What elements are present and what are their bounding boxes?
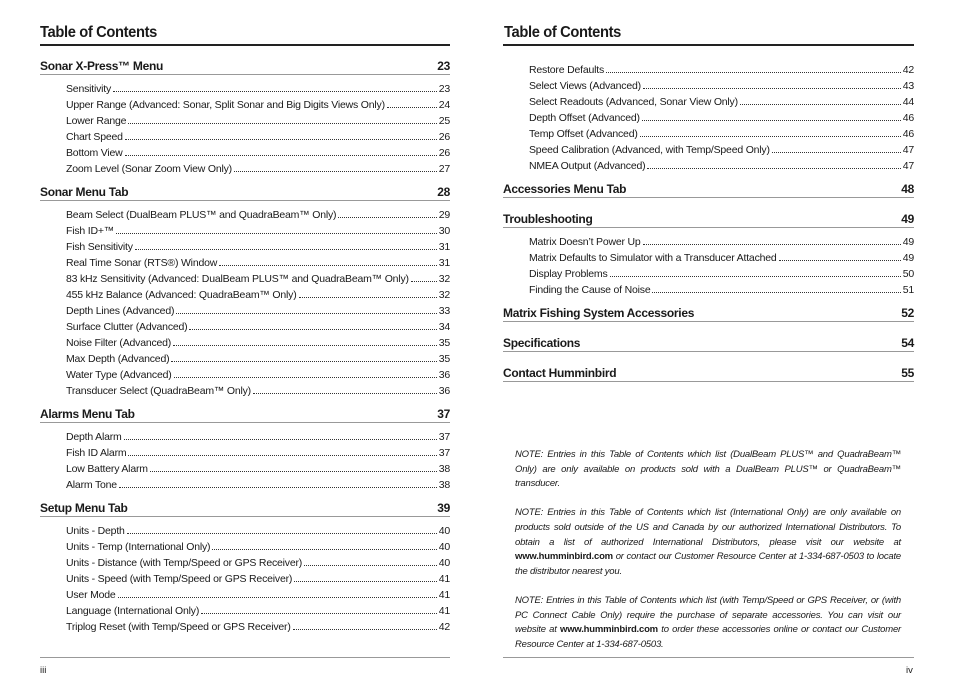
toc-entry[interactable] [503, 157, 914, 173]
entry-page: 38 [438, 479, 450, 491]
section-page: 49 [901, 212, 914, 226]
right-page [477, 0, 954, 697]
dot-leader [173, 334, 437, 346]
entry-page: 24 [438, 99, 450, 111]
section-page: 39 [437, 501, 450, 515]
toc-entry[interactable] [40, 618, 450, 634]
page-number: iv [906, 665, 913, 676]
entry-title: Temp Offset (Advanced) [529, 128, 638, 140]
entry-page: 30 [438, 225, 450, 237]
section-heading[interactable] [503, 211, 914, 228]
entry-title: Sensitivity [66, 83, 112, 95]
entry-page: 41 [438, 605, 450, 617]
dot-leader [293, 618, 437, 630]
toc-entry[interactable] [40, 382, 450, 398]
section-page: 48 [901, 182, 914, 196]
section-entries [40, 80, 450, 176]
entry-title: Fish ID+™ [66, 225, 115, 237]
entry-title: Noise Filter (Advanced) [66, 337, 172, 349]
entry-title: Matrix Doesn’t Power Up [529, 236, 641, 248]
section-heading[interactable] [503, 305, 914, 322]
entry-title: Bottom View [66, 147, 123, 159]
dot-leader [294, 570, 437, 582]
toc-section [503, 211, 914, 305]
section-title: Matrix Fishing System Accessories [503, 306, 695, 320]
entry-page: 42 [438, 621, 450, 633]
entry-title: Triplog Reset (with Temp/Speed or GPS Receiver) [66, 621, 291, 633]
section-entries [40, 206, 450, 398]
entry-title: 83 kHz Sensitivity (Advanced: DualBeam PLUS™ and QuadraBeam™ Only) [66, 273, 409, 285]
dot-leader [643, 233, 901, 245]
entry-page: 49 [902, 252, 914, 264]
toc-entry[interactable] [40, 318, 450, 334]
note-lead: NOTE: [515, 449, 544, 460]
section-entries [503, 233, 914, 297]
entry-page: 40 [438, 557, 450, 569]
note-paragraph [515, 506, 901, 579]
entry-title: Matrix Defaults to Simulator with a Transducer Attached [529, 252, 777, 264]
notes-block [515, 448, 901, 667]
dot-leader [128, 444, 436, 456]
dot-leader [234, 160, 437, 172]
title-rule [503, 44, 914, 46]
section-entries [40, 522, 450, 634]
dot-leader [113, 80, 437, 92]
section-title: Accessories Menu Tab [503, 182, 627, 196]
toc-entry[interactable] [40, 602, 450, 618]
dot-leader [150, 460, 437, 472]
section-title: Alarms Menu Tab [40, 407, 135, 421]
dot-leader [772, 141, 901, 153]
entry-title: Language (International Only) [66, 605, 200, 617]
dot-leader [119, 476, 437, 488]
entry-page: 35 [438, 353, 450, 365]
dot-leader [212, 538, 436, 550]
footer-rule [503, 657, 914, 658]
footer-rule [40, 657, 450, 658]
entry-page: 37 [438, 431, 450, 443]
title-rule [40, 44, 450, 46]
dot-leader [118, 586, 437, 598]
dot-leader [201, 602, 437, 614]
dot-leader [606, 61, 901, 73]
entry-page: 34 [438, 321, 450, 333]
entry-title: Fish Sensitivity [66, 241, 133, 253]
section-title: Sonar X-Press™ Menu [40, 59, 164, 73]
note-lead: NOTE: [515, 594, 544, 606]
entry-page: 42 [902, 64, 914, 76]
toc-entry[interactable] [40, 302, 450, 318]
toc-entry[interactable] [40, 538, 450, 554]
dot-leader [125, 128, 437, 140]
continued-entries [503, 61, 914, 173]
toc-entry[interactable] [40, 80, 450, 96]
dot-leader [411, 270, 437, 282]
dot-leader [116, 222, 437, 234]
entry-page: 25 [438, 115, 450, 127]
entry-page: 41 [438, 589, 450, 601]
toc-entry[interactable] [503, 233, 914, 249]
website-link: www.humminbird.com [515, 551, 613, 563]
note-text: Entries in this Table of Contents which list (International Only) are only available on products sold outside of the US and Canada by our authorized International Distributors. To obtain a list of authorized International Distributors, please visit our website at [515, 507, 901, 548]
section-heading[interactable] [503, 365, 914, 382]
toc-entry[interactable] [503, 125, 914, 141]
toc-entry[interactable] [40, 522, 450, 538]
entry-title: Depth Alarm [66, 431, 122, 443]
toc-section [503, 181, 914, 211]
entry-title: Restore Defaults [529, 64, 605, 76]
toc-entry[interactable] [40, 96, 450, 112]
entry-page: 26 [438, 131, 450, 143]
toc-section [40, 58, 450, 184]
entry-title: Surface Clutter (Advanced) [66, 321, 188, 333]
toc-section [503, 305, 914, 335]
entry-title: Speed Calibration (Advanced, with Temp/Speed Only) [529, 144, 770, 156]
entry-page: 36 [438, 369, 450, 381]
entry-page: 29 [438, 209, 450, 221]
page-number: iii [40, 665, 47, 676]
dot-leader [171, 350, 436, 362]
section-title: Setup Menu Tab [40, 501, 128, 515]
entry-page: 51 [902, 284, 914, 296]
toc-entry[interactable] [40, 586, 450, 602]
toc-entry[interactable] [503, 265, 914, 281]
entry-title: User Mode [66, 589, 116, 601]
section-gap [503, 173, 914, 181]
section-title: Specifications [503, 336, 581, 350]
entry-title: Select Readouts (Advanced, Sonar View Only) [529, 96, 738, 108]
dot-leader [338, 206, 436, 218]
entry-page: 23 [438, 83, 450, 95]
entry-title: Units - Speed (with Temp/Speed or GPS Receiver) [66, 573, 293, 585]
toc-entry[interactable] [40, 366, 450, 382]
section-heading[interactable] [40, 58, 450, 75]
entry-page: 47 [902, 144, 914, 156]
toc-entry[interactable] [40, 350, 450, 366]
section-page: 52 [901, 306, 914, 320]
entry-title: Display Problems [529, 268, 608, 280]
entry-page: 27 [438, 163, 450, 175]
toc-entry[interactable] [40, 254, 450, 270]
entry-title: Depth Lines (Advanced) [66, 305, 175, 317]
section-title: Sonar Menu Tab [40, 185, 129, 199]
toc-entry[interactable] [40, 160, 450, 176]
entry-title: Chart Speed [66, 131, 123, 143]
section-heading[interactable] [40, 500, 450, 517]
website-link: www.humminbird.com [560, 624, 658, 636]
entry-title: Fish ID Alarm [66, 447, 127, 459]
entry-page: 44 [902, 96, 914, 108]
dot-leader [643, 77, 901, 89]
toc-entry[interactable] [503, 249, 914, 265]
toc-section [40, 184, 450, 406]
dot-leader [219, 254, 437, 266]
dot-leader [640, 125, 901, 137]
entry-title: Max Depth (Advanced) [66, 353, 170, 365]
dot-leader [127, 522, 437, 534]
toc-section [40, 500, 450, 642]
entry-page: 31 [438, 241, 450, 253]
section-gap [503, 297, 914, 305]
note-text: Entries in this Table of Contents which list (DualBeam PLUS™ and QuadraBeam™ Only) are only available on products sold with a DualBeam PLUS™ or QuadraBeam™ transducer. [515, 449, 901, 490]
toc-entry[interactable] [40, 428, 450, 444]
toc-entry[interactable] [40, 238, 450, 254]
entry-title: NMEA Output (Advanced) [529, 160, 646, 172]
note-lead: NOTE: [515, 507, 544, 519]
toc-entry[interactable] [503, 141, 914, 157]
toc-entry[interactable] [40, 334, 450, 350]
entry-title: Lower Range [66, 115, 127, 127]
dot-leader [652, 281, 900, 293]
toc-list [503, 61, 914, 395]
section-gap [503, 387, 914, 395]
entry-page: 47 [902, 160, 914, 172]
dot-leader [176, 302, 436, 314]
section-page: 23 [437, 59, 450, 73]
toc-entry[interactable] [40, 222, 450, 238]
dot-leader [125, 144, 437, 156]
section-heading[interactable] [40, 406, 450, 423]
entry-page: 32 [438, 289, 450, 301]
section-heading[interactable] [40, 184, 450, 201]
section-gap [40, 634, 450, 642]
dot-leader [189, 318, 436, 330]
entry-page: 46 [902, 112, 914, 124]
toc-entry[interactable] [40, 444, 450, 460]
entry-title: Alarm Tone [66, 479, 117, 491]
entry-page: 36 [438, 385, 450, 397]
dot-leader [647, 157, 900, 169]
section-page: 37 [437, 407, 450, 421]
note-text: Entries in this Table of Contents which list (with Temp/Speed or GPS Receiver, or (with PC Connect Cable Only) require the purchase of separate accessories. You can visit our website at [515, 594, 901, 636]
entry-page: 43 [902, 80, 914, 92]
page-title: Table of Contents [504, 24, 621, 41]
entry-title: Finding the Cause of Noise [529, 284, 651, 296]
toc-entry[interactable] [503, 61, 914, 77]
entry-page: 40 [438, 541, 450, 553]
entry-page: 38 [438, 463, 450, 475]
note-text: to order these accessories online or contact our Customer Resource Center at 1-334-687-0503. [515, 624, 901, 650]
section-heading[interactable] [503, 335, 914, 352]
entry-page: 31 [438, 257, 450, 269]
toc-entry[interactable] [40, 476, 450, 492]
dot-leader [253, 382, 437, 394]
dot-leader [124, 428, 437, 440]
dot-leader [304, 554, 437, 566]
entry-title: Low Battery Alarm [66, 463, 148, 475]
toc-section [503, 335, 914, 365]
entry-title: 455 kHz Balance (Advanced: QuadraBeam™ Only) [66, 289, 297, 301]
section-entries [40, 428, 450, 492]
toc-entry[interactable] [40, 570, 450, 586]
entry-page: 32 [438, 273, 450, 285]
toc-entry[interactable] [503, 281, 914, 297]
section-gap [503, 327, 914, 335]
entry-title: Upper Range (Advanced: Sonar, Split Sonar and Big Digits Views Only) [66, 99, 385, 111]
section-page: 55 [901, 366, 914, 380]
toc-entry[interactable] [503, 93, 914, 109]
entry-title: Units - Temp (International Only) [66, 541, 211, 553]
entry-title: Beam Select (DualBeam PLUS™ and QuadraBeam™ Only) [66, 209, 337, 221]
section-title: Troubleshooting [503, 212, 593, 226]
section-gap [40, 176, 450, 184]
entry-title: Select Views (Advanced) [529, 80, 641, 92]
dot-leader [779, 249, 901, 261]
toc-entry[interactable] [503, 109, 914, 125]
dot-leader [174, 366, 437, 378]
toc-entry[interactable] [40, 286, 450, 302]
entry-page: 50 [902, 268, 914, 280]
toc-section [40, 406, 450, 500]
toc-entry[interactable] [40, 460, 450, 476]
section-page: 54 [901, 336, 914, 350]
section-heading[interactable] [503, 181, 914, 198]
dot-leader [128, 112, 436, 124]
toc-entry[interactable] [40, 128, 450, 144]
entry-title: Units - Distance (with Temp/Speed or GPS Receiver) [66, 557, 303, 569]
dot-leader [610, 265, 901, 277]
dot-leader [740, 93, 901, 105]
entry-page: 41 [438, 573, 450, 585]
entry-page: 40 [438, 525, 450, 537]
note-text: or contact our Customer Resource Center at 1-334-687-0503 to locate the distributor nearest you. [515, 551, 901, 577]
toc-entry[interactable] [40, 206, 450, 222]
section-gap [503, 203, 914, 211]
toc-entry[interactable] [40, 554, 450, 570]
section-gap [503, 357, 914, 365]
entry-page: 26 [438, 147, 450, 159]
dot-leader [135, 238, 437, 250]
toc-section [503, 365, 914, 395]
entry-title: Real Time Sonar (RTS®) Window [66, 257, 218, 269]
toc-entry[interactable] [40, 270, 450, 286]
page-title: Table of Contents [40, 24, 157, 41]
entry-page: 33 [438, 305, 450, 317]
entry-page: 37 [438, 447, 450, 459]
section-title: Contact Humminbird [503, 366, 617, 380]
toc-list [40, 58, 450, 642]
toc-entry[interactable] [40, 144, 450, 160]
dot-leader [642, 109, 901, 121]
section-gap [40, 398, 450, 406]
entry-title: Transducer Select (QuadraBeam™ Only) [66, 385, 251, 397]
toc-entry[interactable] [40, 112, 450, 128]
entry-title: Units - Depth [66, 525, 125, 537]
toc-entry[interactable] [503, 77, 914, 93]
entry-page: 35 [438, 337, 450, 349]
entry-page: 49 [902, 236, 914, 248]
note-paragraph [515, 594, 901, 652]
dot-leader [299, 286, 437, 298]
note-paragraph [515, 448, 901, 492]
entry-title: Zoom Level (Sonar Zoom View Only) [66, 163, 232, 175]
dot-leader [387, 96, 437, 108]
section-gap [40, 492, 450, 500]
entry-title: Water Type (Advanced) [66, 369, 172, 381]
entry-title: Depth Offset (Advanced) [529, 112, 640, 124]
section-page: 28 [437, 185, 450, 199]
entry-page: 46 [902, 128, 914, 140]
